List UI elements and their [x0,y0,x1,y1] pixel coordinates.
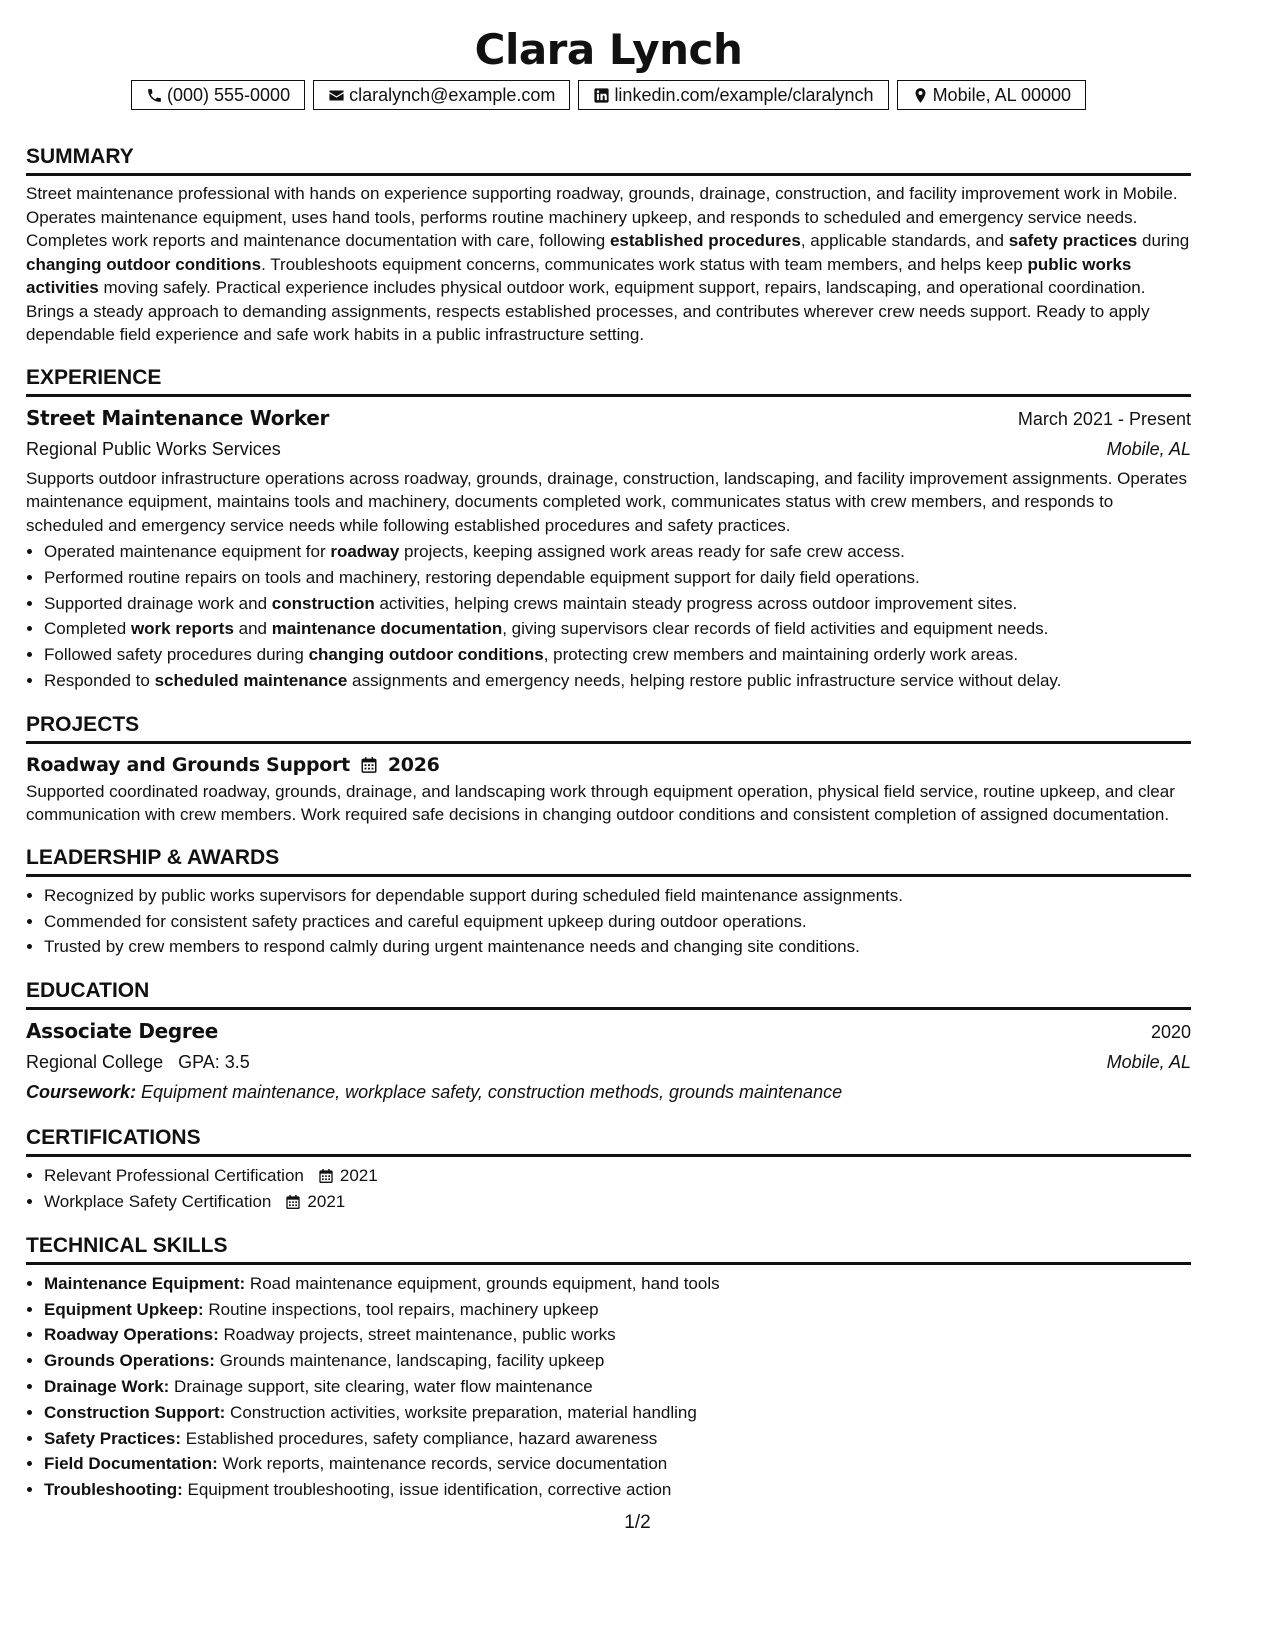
certifications-heading: CERTIFICATIONS [26,1125,1191,1157]
list-item [44,1189,1191,1215]
school-row [26,1047,1191,1077]
leadership-list [26,883,1191,960]
job-description: Supports outdoor infrastructure operations across roadway, grounds, drainage, construction, landscaping, and facility improvement assignments. Operates maintenance equipment, maintains tools and machinery, documents completed work, communicates status with crew members, and responds to scheduled and emergency service needs while following established procedures and safety practices. [26,468,1188,535]
contact-bar [26,80,1191,110]
linkedin-text: linkedin.com/example/claralynch [614,85,874,105]
list-item: • Recognized by public works supervisors for dependable support during scheduled field maintenance assignments. [44,883,1191,909]
calendar-icon [285,1194,301,1210]
envelope-icon [328,87,345,104]
job-title: Street Maintenance Worker [26,405,330,430]
skills-section [26,1233,1191,1503]
experience-section [26,365,1191,694]
list-item: • Field Documentation: Work reports, maintenance records, service documentation [44,1451,1191,1477]
job-header [26,403,1191,434]
degree-year: 2020 [1150,1022,1191,1043]
summary-heading: SUMMARY [26,144,1191,176]
linkedin-icon [593,87,610,104]
projects-section [26,712,1191,827]
list-item: • Maintenance Equipment: Road maintenance equipment, grounds equipment, hand tools [44,1271,1191,1297]
list-item: • Performed routine repairs on tools and machinery, restoring dependable equipment support for daily field operations. [44,565,1191,591]
list-item: • Drainage Work: Drainage support, site clearing, water flow maintenance [44,1374,1191,1400]
list-item: • Roadway Operations: Roadway projects, street maintenance, public works [44,1322,1191,1348]
job-location: Mobile, AL [1106,438,1191,459]
skills-heading: TECHNICAL SKILLS [26,1233,1191,1265]
coursework-list: Equipment maintenance, workplace safety, construction methods, grounds maintenance [136,1082,843,1103]
project-header [26,750,1191,780]
experience-heading: EXPERIENCE [26,365,1191,397]
job-subheader [26,434,1191,464]
coursework [26,1077,1191,1107]
list-item: • Safety Practices: Established procedures, safety compliance, hazard awareness [44,1426,1191,1452]
leadership-heading: LEADERSHIP & AWARDS [26,845,1191,877]
list-item: • Completed work reports and maintenance documentation, giving supervisors clear records of field activities and equipment needs. [44,616,1191,642]
contact-location [897,80,1086,110]
skills-list [26,1271,1191,1503]
contact-phone[interactable] [131,80,305,110]
page-number: 1/2 [624,1512,651,1533]
school-location: Mobile, AL [1106,1052,1191,1073]
cert-name: • Workplace Safety Certification [44,1191,272,1211]
projects-heading: PROJECTS [26,712,1191,744]
list-item: • Operated maintenance equipment for roadway projects, keeping assigned work areas ready for safe crew access. [44,539,1191,565]
list-item: • Commended for consistent safety practices and careful equipment upkeep during outdoor operations. [44,909,1191,935]
job-bullets [26,539,1191,694]
certifications-section [26,1125,1191,1215]
list-item: • Construction Support: Construction activities, worksite preparation, material handling [44,1400,1191,1426]
phone-icon [146,87,163,104]
list-item: • Grounds Operations: Grounds maintenance, landscaping, facility upkeep [44,1348,1191,1374]
school-name: Regional College [26,1052,164,1073]
company-name: Regional Public Works Services [26,438,281,459]
project-name: Roadway and Grounds Support [26,753,350,776]
education-section [26,978,1191,1107]
coursework-label: Coursework: [26,1082,137,1103]
email-text: claralynch@example.com [349,85,556,105]
education-heading: EDUCATION [26,978,1191,1010]
phone-text: (000) 555-0000 [166,85,291,105]
list-item: • Followed safety procedures during changing outdoor conditions, protecting crew members and maintaining orderly work areas. [44,642,1191,668]
gpa: GPA: 3.5 [178,1052,250,1073]
location-text: Mobile, AL 00000 [932,85,1071,105]
cert-name: • Relevant Professional Certification [44,1166,304,1186]
cert-year: 2021 [307,1191,346,1211]
list-item: • Troubleshooting: Equipment troubleshooting, issue identification, corrective action [44,1477,1191,1503]
school-info [26,1047,250,1077]
contact-linkedin[interactable] [578,80,888,110]
project-description: Supported coordinated roadway, grounds, drainage, and landscaping work through equipment operation, physical field service, routine upkeep, and clear communication with crew members. Work required safe decisions in changing outdoor conditions and consistent completion of assigned documentation. [26,781,1175,825]
list-item: • Responded to scheduled maintenance assignments and emergency needs, helping restore public infrastructure service without delay. [44,668,1191,694]
degree-name: Associate Degree [26,1019,218,1044]
contact-email[interactable] [313,80,570,110]
project-year: 2026 [387,753,440,776]
list-item: • Equipment Upkeep: Routine inspections, tool repairs, machinery upkeep [44,1297,1191,1323]
degree-header [26,1016,1191,1047]
summary-section [26,144,1191,347]
calendar-icon [318,1168,334,1184]
calendar-icon [360,756,378,774]
summary-text: Street maintenance professional with hands on experience supporting roadway, grounds, drainage, construction, and facility improvement work in Mobile. Operates maintenance equipment, uses hand tools, performs routine machinery upkeep, and responds to scheduled and emergency service needs. Completes work reports and maintenance documentation with care, following established procedures, applicable standards, and safety practices during changing outdoor conditions. Troubleshoots equipment concerns, communicates work status with team members, and helps keep public works activities moving safely. Practical experience includes physical outdoor work, equipment support, repairs, landscaping, and operational coordination. Brings a steady approach to demanding assignments, respects established processes, and contributes wherever crew needs support. Ready to apply dependable field experience and safe work habits in a public infrastructure setting. [26,184,1190,344]
list-item: • Trusted by crew members to respond calmly during urgent maintenance needs and changing site conditions. [44,934,1191,960]
leadership-section [26,845,1191,960]
job-dates: March 2021 - Present [1017,408,1191,429]
list-item: • Supported drainage work and construction activities, helping crews maintain steady progress across outdoor improvement sites. [44,591,1191,617]
certifications-list [26,1163,1191,1215]
list-item [44,1163,1191,1189]
cert-year: 2021 [339,1166,378,1186]
candidate-name: Clara Lynch [474,25,743,74]
map-marker-icon [912,87,929,104]
